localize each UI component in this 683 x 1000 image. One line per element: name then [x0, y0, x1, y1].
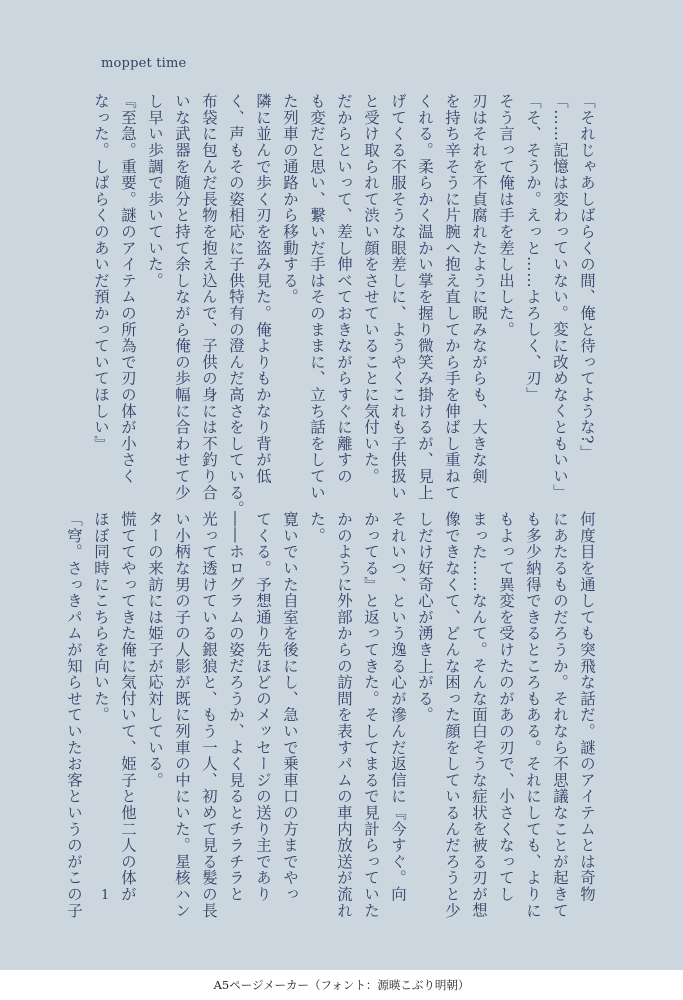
page-number: 1 [101, 888, 110, 903]
text-line: 寛いでいた自室を後にし、急いで乗車口の方までやっ [281, 511, 299, 903]
text-line: ターの来訪には姫子が応対している。 [146, 511, 164, 789]
text-line: と受け取られて渋い顔をさせていることに気付いた。 [362, 93, 380, 485]
text-block-top [92, 93, 600, 517]
text-line: げてくる不服そうな眼差しに、ようやくこれも子供扱い [389, 93, 407, 501]
text-line: それいつ、という逸る心が滲んだ返信に『今すぐ。向 [389, 511, 407, 903]
text-line: い小柄な男の子の人影が既に列車の中にいた。星核ハン [173, 511, 191, 919]
text-line: く、声もその姿相応に子供特有の澄んだ高さをしている。 [227, 93, 245, 517]
text-line: しだけ好奇心が湧き上がる。 [416, 511, 434, 723]
text-line: し早い歩調で歩いていた。 [146, 93, 164, 289]
text-line: ――ホログラムの姿だろうか、よく見るとチラチラと [227, 511, 245, 903]
text-line: た列車の通路から移動する。 [281, 93, 299, 305]
text-line: 光って透けている銀狼と、もう一人、初めて見る髪の長 [200, 511, 218, 919]
text-line: ほぼ同時にこちらを向いた。 [92, 511, 110, 723]
running-header: moppet time [101, 56, 187, 71]
text-line: 布袋に包んだ長物を抱え込んで、子供の身には不釣り合 [200, 93, 218, 501]
text-line: そう言って俺は手を差し出した。 [497, 93, 515, 338]
text-line: 「穹。さっきパムが知らせていたお客というのがこの子 [65, 511, 83, 919]
text-line: 「……記憶は変わっていない。変に改めなくともいい」 [551, 93, 569, 501]
text-line: 『至急。重要。謎のアイテムの所為で刃の体が小さく [119, 93, 137, 485]
text-line: だからといって、差し伸べておきながらすぐに離すの [335, 93, 353, 485]
footer-caption: A5ページメーカー（フォント：源暎こぶり明朝） [213, 978, 470, 992]
text-line: た。 [308, 511, 326, 544]
text-line: もよって異変を受けたのがあの刃で、小さくなってし [497, 511, 515, 903]
text-line: てくる。予想通り先ほどのメッセージの送り主であり [254, 511, 272, 903]
text-line: を持ち辛そうに片腕へ抱え直してから手を伸ばし重ねて [443, 93, 461, 501]
text-line: なった。しばらくのあいだ預かっていてほしい』 [92, 93, 110, 452]
text-line: 像できなくて、どんな困った顔をしているんだろうと少 [443, 511, 461, 919]
text-line: まった……なんて。そんな面白そうな症状を被る刃が想 [470, 511, 488, 919]
text-line: も変だと思い、繋いだ手はそのままに、立ち話をしてい [308, 93, 326, 501]
text-line: も多少納得できるところもある。それにしても、よりに [524, 511, 542, 919]
text-block-bottom [65, 511, 600, 919]
text-line: くれる。柔らかく温かい掌を握り微笑み掛けるが、見上 [416, 93, 434, 501]
text-line: 慌ててやってきた俺に気付いて、姫子と他二人の体が [119, 511, 137, 903]
text-line: 隣に並んで歩く刃を盗み見た。俺よりもかなり背が低 [254, 93, 272, 485]
text-line: 刃はそれを不貞腐れたように睨みながらも、大きな剣 [470, 93, 488, 485]
text-line: かのように外部からの訪問を表すパムの車内放送が流れ [335, 511, 353, 919]
text-line: 「それじゃあしばらくの間、俺と待ってような?」 [578, 93, 596, 461]
text-line: 「そ、そうか。えっと……よろしく、刃」 [524, 93, 542, 403]
text-line: にあたるものだろうか。それなら不思議なことが起きて [551, 511, 569, 919]
text-line: かってる』と返ってきた。そしてまるで見計らっていた [362, 511, 380, 919]
text-line: いな武器を随分と持て余しながら俺の歩幅に合わせて少 [173, 93, 191, 501]
text-line: 何度目を通しても突飛な話だ。謎のアイテムとは奇物 [578, 511, 596, 903]
